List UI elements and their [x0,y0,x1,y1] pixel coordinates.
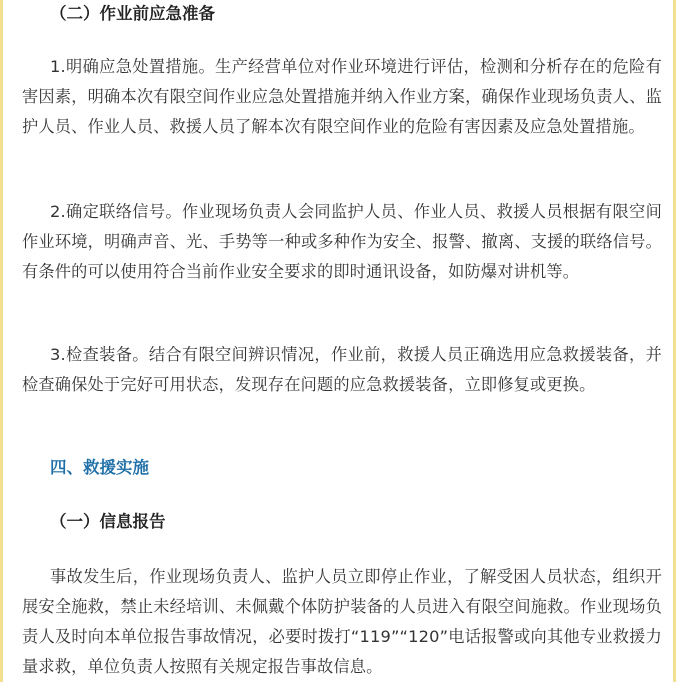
paragraph-information-report: 事故发生后，作业现场负责人、监护人员立即停止作业，了解受困人员状态，组织开展安全施救，禁止未经培训、未佩戴个体防护装备的人员进入有限空间施救。作业现场负责人及时向本单位报告事故情况，必要时拨打“119”“120”电话报警或向其他专业救援力量求救，单位负责人按照有关规定报告事故信息。 [22,567,662,676]
paragraph-emergency-measures: 1.明确应急处置措施。生产经营单位对作业环境进行评估，检测和分析存在的危险有害因素，明确本次有限空间作业应急处置措施并纳入作业方案，确保作业现场负责人、监护人员、作业人员、救援人员了解本次有限空间作业的危险有害因素及应急处置措施。 [22,57,662,136]
subheading-report: （一）信息报告 [50,512,166,531]
subheading-prep: （二）作业前应急准备 [50,4,215,23]
paragraph-contact-signals: 2.确定联络信号。作业现场负责人会同监护人员、作业人员、救援人员根据有限空间作业环境，明确声音、光、手势等一种或多种作为安全、报警、撤离、支援的联络信号。有条件的可以使用符合当前作业安全要求的即时通讯设备，如防爆对讲机等。 [22,202,662,281]
paragraph-check-equipment: 3.检查装备。结合有限空间辨识情况，作业前，救援人员正确选用应急救援装备，并检查确保处于完好可用状态，发现存在问题的应急救援装备，立即修复或更换。 [22,345,662,394]
section-heading-rescue: 四、救援实施 [50,458,149,477]
left-border [0,0,3,682]
